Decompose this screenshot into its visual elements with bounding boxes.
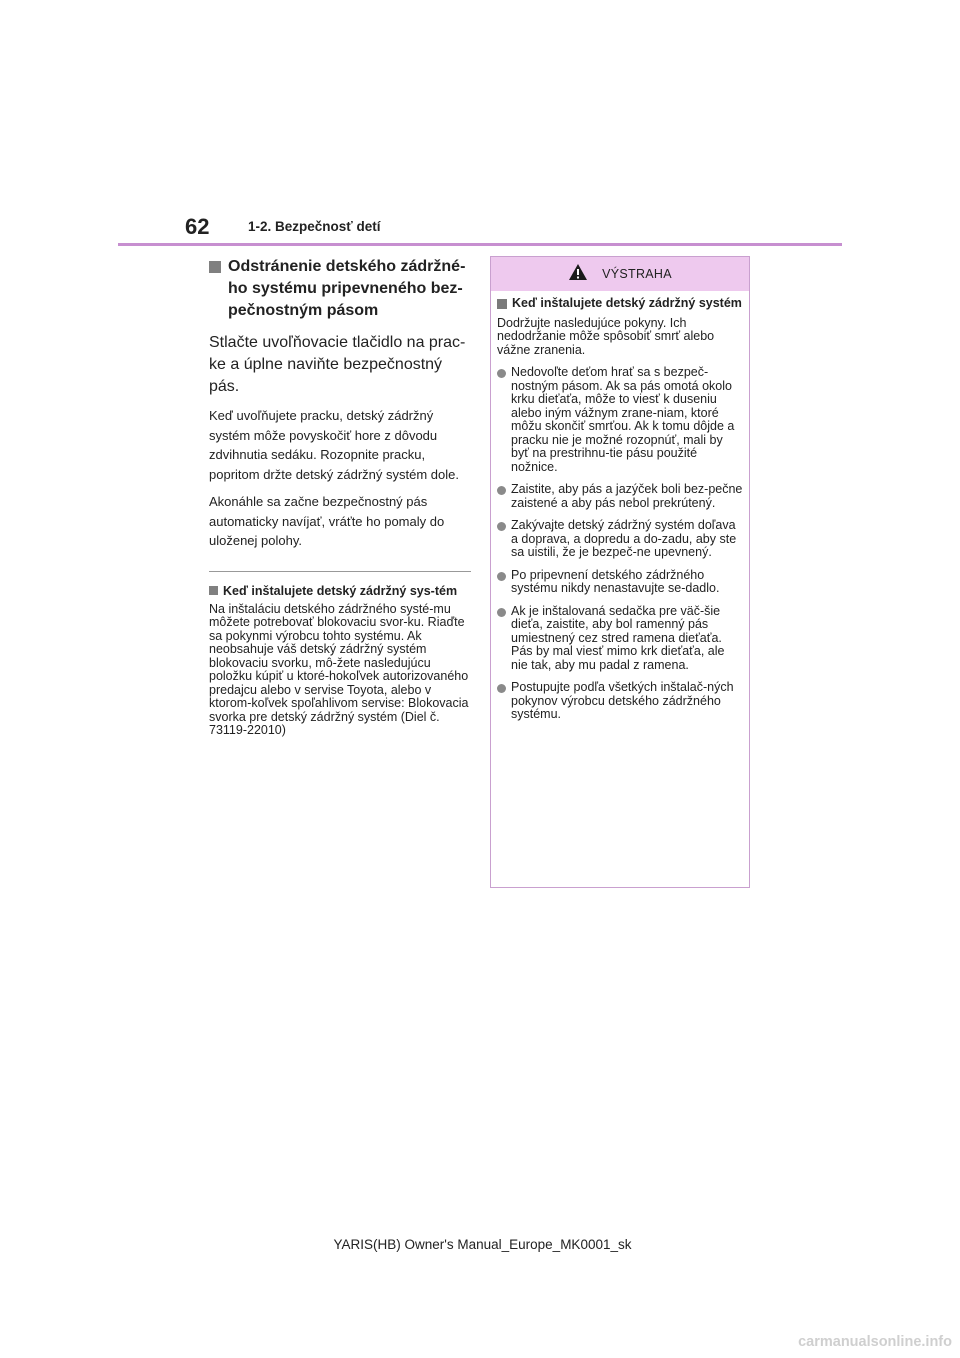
warning-bullet-text: Zaistite, aby pás a jazýček boli bez-pečne zaistené a aby pás nebol prekrútený. — [511, 482, 743, 510]
removal-heading — [209, 256, 471, 322]
header-rule — [118, 243, 842, 246]
section-title: 1-2. Bezpečnosť detí — [248, 219, 381, 234]
warning-bullet — [497, 519, 743, 560]
warning-header — [491, 257, 749, 291]
warning-title: VÝSTRAHA — [602, 267, 672, 281]
warning-heading-text: Keď inštalujete detský zádržný systém — [512, 296, 742, 310]
warning-bullet-text: Zakývajte detský zádržný systém doľava a doprava, a dopredu a do-zadu, aby ste sa uistili, že je bezpeč-ne upevnený. — [511, 518, 737, 559]
square-bullet-icon — [209, 261, 221, 273]
removal-paragraph-2: Akonáhle sa začne bezpečnostný pás automaticky navíjať, vráťte ho pomaly do uloženej polohy. — [209, 494, 445, 548]
warning-bullet — [497, 366, 743, 474]
install-note-text: Na inštaláciu detského zádržného systé-mu môžete potrebovať blokovaciu svor-ku. Riaďte sa pokynmi výrobcu tohto systému. Ak neobsahuje váš detský zádržný systém blokovaciu svorku, mô-žete nasledujúcu položku kúpiť u ktoré-hokoľvek autorizovaného predajcu alebo v servise Toyota, alebo v ktorom-koľvek spoľahlivom servise: Blokovacia svorka pre detský zádržný systém (Diel č. 73119-22010) — [209, 601, 469, 737]
round-bullet-icon — [497, 369, 506, 378]
round-bullet-icon — [497, 572, 506, 581]
page-number: 62 — [185, 214, 210, 239]
warning-bullet-text: Ak je inštalovaná sedačka pre väč-šie dieťa, zaistite, aby bol ramenný pás umiestnený cez stred ramena dieťaťa. Pás by mal viesť mimo krk dieťaťa, ale nie tak, aby mu padal z ramena. — [511, 603, 725, 672]
round-bullet-icon — [497, 522, 506, 531]
warning-bullet — [497, 605, 743, 673]
warning-intro: Dodržujte nasledujúce pokyny. Ich nedodržanie môže spôsobiť smrť alebo vážne zranenia. — [497, 315, 715, 357]
warning-bullet — [497, 483, 743, 510]
removal-heading-text: Odstránenie detského zádržné-ho systému pripevneného bez-pečnostným pásom — [228, 258, 466, 319]
install-note-heading-text: Keď inštalujete detský zádržný sys-tém — [223, 583, 458, 598]
removal-instruction: Stlačte uvoľňovacie tlačidlo na prac-ke a úplne naviňte bezpečnostný pás. — [209, 334, 466, 395]
round-bullet-icon — [497, 608, 506, 617]
warning-triangle-icon — [568, 263, 588, 286]
square-bullet-icon — [209, 586, 218, 595]
warning-bullet-text: Nedovoľte deťom hrať sa s bezpeč-nostným pásom. Ak sa pás omotá okolo krku dieťaťa, môže to viesť k duseniu alebo iným vážnym zrane-niam, ktoré môžu skončiť smrťou. Ak k tomu dôjde a pracku nie je možné rozopnúť, mali by byť na prestrihnu-tie pásu použité nožnice. — [511, 365, 735, 474]
divider — [209, 571, 471, 572]
watermark[interactable]: carmanualsonline.info — [798, 1334, 952, 1350]
warning-bullet — [497, 681, 743, 722]
install-note-heading — [209, 584, 471, 598]
footer-manual-id: YARIS(HB) Owner's Manual_Europe_MK0001_sk — [333, 1237, 632, 1252]
round-bullet-icon — [497, 486, 506, 495]
square-bullet-icon — [497, 299, 507, 309]
warning-bullet-text: Postupujte podľa všetkých inštalač-ných pokynov výrobcu detského zádržného systému. — [511, 680, 734, 721]
left-column — [209, 256, 471, 738]
warning-bullet — [497, 569, 743, 596]
warning-box — [490, 256, 750, 888]
warning-heading — [497, 297, 743, 311]
warning-bullet-text: Po pripevnení detského zádržného systému nikdy nenastavujte se-dadlo. — [511, 567, 720, 595]
removal-paragraph-1: Keď uvoľňujete pracku, detský zádržný systém môže povyskočiť hore z dôvodu zdvihnutia sedáku. Rozopnite pracku, popritom držte detský zádržný systém dole. — [209, 408, 459, 482]
round-bullet-icon — [497, 684, 506, 693]
warning-body — [491, 291, 749, 722]
